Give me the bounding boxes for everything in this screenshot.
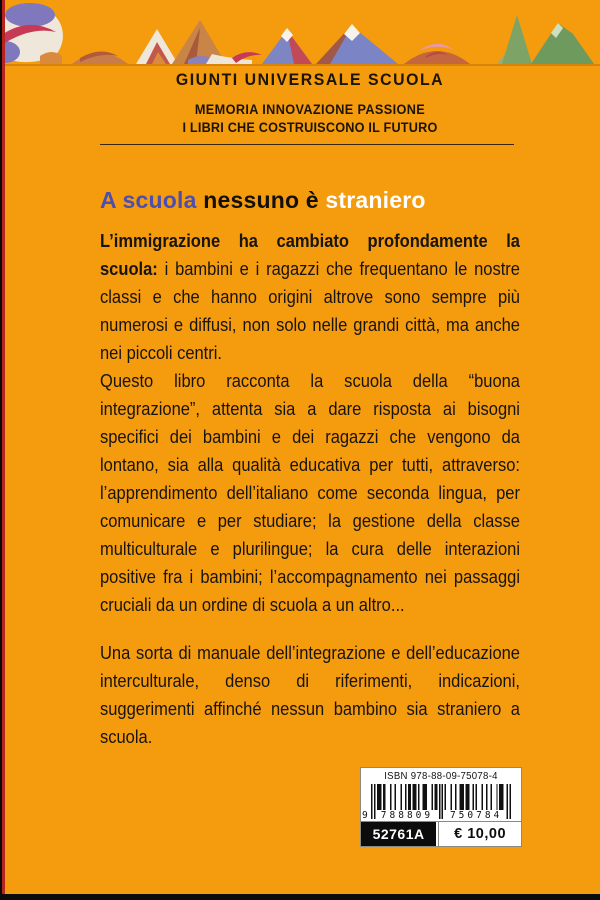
series-title: GIUNTI UNIVERSALE SCUOLA bbox=[175, 71, 445, 89]
edition-code: 52761A bbox=[361, 822, 436, 846]
blurb-paragraph-2: Questo libro racconta la scuola della “buona integrazione”, attenta sia a dare risposta ai bisogni specifici dei bambini e dei ragazzi che vengono da lontano, sia alla qualità educativa per tutti, attraverso: l’apprendimento dell’italiano come seconda lingua, per comunicare e per studiare; la gestione della classe multiculturale e plurilingue; la cura delle interazioni positive fra i bambini; l’accompagnamento nei passaggi cruciali da un ordine di scuola a un altro... bbox=[100, 371, 520, 615]
mountains-illustration bbox=[0, 0, 600, 66]
blurb-lead-bold: L’immigrazione ha cambiato profondamente la scuola: bbox=[100, 231, 520, 279]
blurb-paragraph-1-text: i bambini e i ragazzi che frequentano le nostre classi e che hanno origini altrove sono sempre più numerosi e diffusi, non solo nelle grandi città, ma anche nei piccoli centri. bbox=[100, 259, 520, 363]
title-part-white: straniero bbox=[325, 187, 426, 213]
barcode-digit-first: 9 bbox=[362, 810, 368, 821]
back-cover-blurb bbox=[100, 227, 520, 751]
publisher-motto-line1: MEMORIA INNOVAZIONE PASSIONE bbox=[194, 102, 426, 117]
spine-red-stripe bbox=[2, 0, 5, 900]
header-divider bbox=[100, 144, 514, 145]
mountain-landscape-art bbox=[0, 0, 600, 64]
price: € 10,00 bbox=[438, 822, 521, 846]
blurb-paragraph-3: Una sorta di manuale dell’integrazione e dell’educazione interculturale, denso di riferimenti, indicazioni, suggerimenti affinché nessun bambino sia straniero a scuola. bbox=[100, 643, 520, 747]
label-bottom-row bbox=[361, 821, 521, 846]
cover-content bbox=[100, 66, 520, 751]
title-part-black: nessuno è bbox=[203, 187, 319, 213]
isbn-text: ISBN 978-88-09-75078-4 bbox=[384, 771, 498, 782]
barcode-digits-right-group: 750784 bbox=[449, 810, 503, 821]
ean-barcode bbox=[362, 784, 511, 821]
bottom-black-edge bbox=[0, 894, 600, 900]
blurb-paragraph-1 bbox=[100, 227, 520, 367]
publisher-motto-line2: I LIBRI CHE COSTRUISCONO IL FUTURO bbox=[182, 120, 438, 135]
barcode-digits-left-group: 788809 bbox=[380, 810, 434, 821]
book-title bbox=[100, 187, 520, 214]
title-part-blue: A scuola bbox=[100, 187, 197, 213]
barcode-label bbox=[360, 767, 522, 847]
